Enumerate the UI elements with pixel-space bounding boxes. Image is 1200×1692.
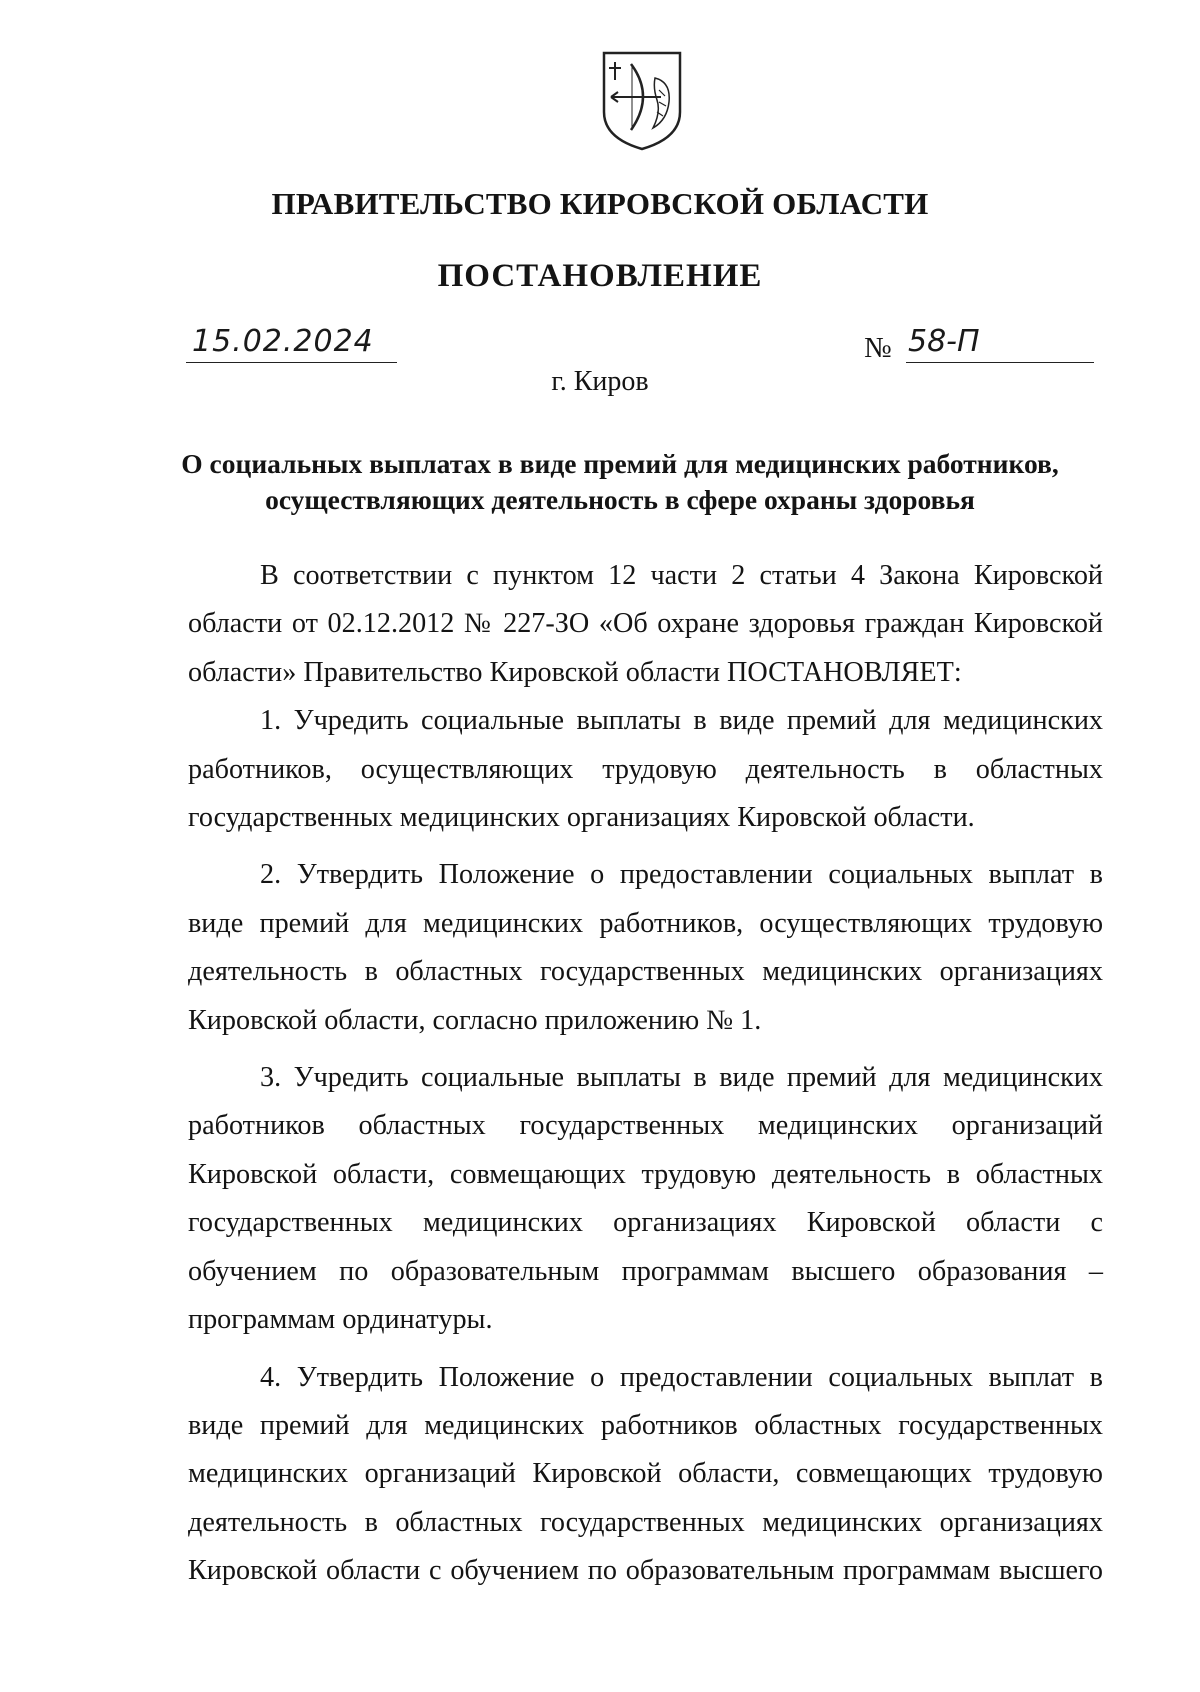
preamble-paragraph: В соответствии с пунктом 12 части 2 статьи 4 Закона Кировской области от 02.12.2012 № 227-ЗО «Об охране здоровья граждан Кировской области» Правительство Кировской области ПОСТАНОВЛЯЕТ: <box>188 560 1103 688</box>
number-sign: № <box>864 332 892 364</box>
item-1-paragraph: 1. Учредить социальные выплаты в виде премий для медицинских работников, осуществляющих трудовую деятельность в областных государственных медицинских организациях Кировской области. <box>188 705 1103 834</box>
subject-line-2: осуществляющих деятельность в сфере охраны здоровья <box>265 484 975 515</box>
city: г. Киров <box>551 366 649 397</box>
item-2-paragraph: 2. Утвердить Положение о предоставлении социальных выплат в виде премий для медицинских работников, осуществляющих трудовую деятельность в областных государственных медицинских организациях Кировской области, согласно приложению № 1. <box>188 859 1103 1036</box>
coat-of-arms-emblem <box>601 50 683 152</box>
subject-line-1: О социальных выплатах в виде премий для медицинских работников, <box>181 448 1059 479</box>
document-number: 58-П <box>906 322 1094 363</box>
document-date: 15.02.2024 <box>186 322 397 363</box>
document-body <box>188 552 1103 1596</box>
item-3-paragraph: 3. Учредить социальные выплаты в виде премий для медицинских работников областных государственных медицинских организаций Кировской области, совмещающих трудовую деятельность в областных государственных медицинских организациях Кировской области с обучением по образовательным программам высшего образования – программам ординатуры. <box>188 1062 1103 1336</box>
document-type: ПОСТАНОВЛЕНИЕ <box>437 258 763 294</box>
document-subject <box>150 446 1090 518</box>
item-4-paragraph: 4. Утвердить Положение о предоставлении социальных выплат в виде премий для медицинских работников областных государственных медицинских организаций Кировской области, совмещающих трудовую деятельность в областных государственных медицинских организациях Кировской области с обучением по образовательным программам высшего <box>188 1361 1103 1587</box>
government-title: ПРАВИТЕЛЬСТВО КИРОВСКОЙ ОБЛАСТИ <box>271 186 929 221</box>
